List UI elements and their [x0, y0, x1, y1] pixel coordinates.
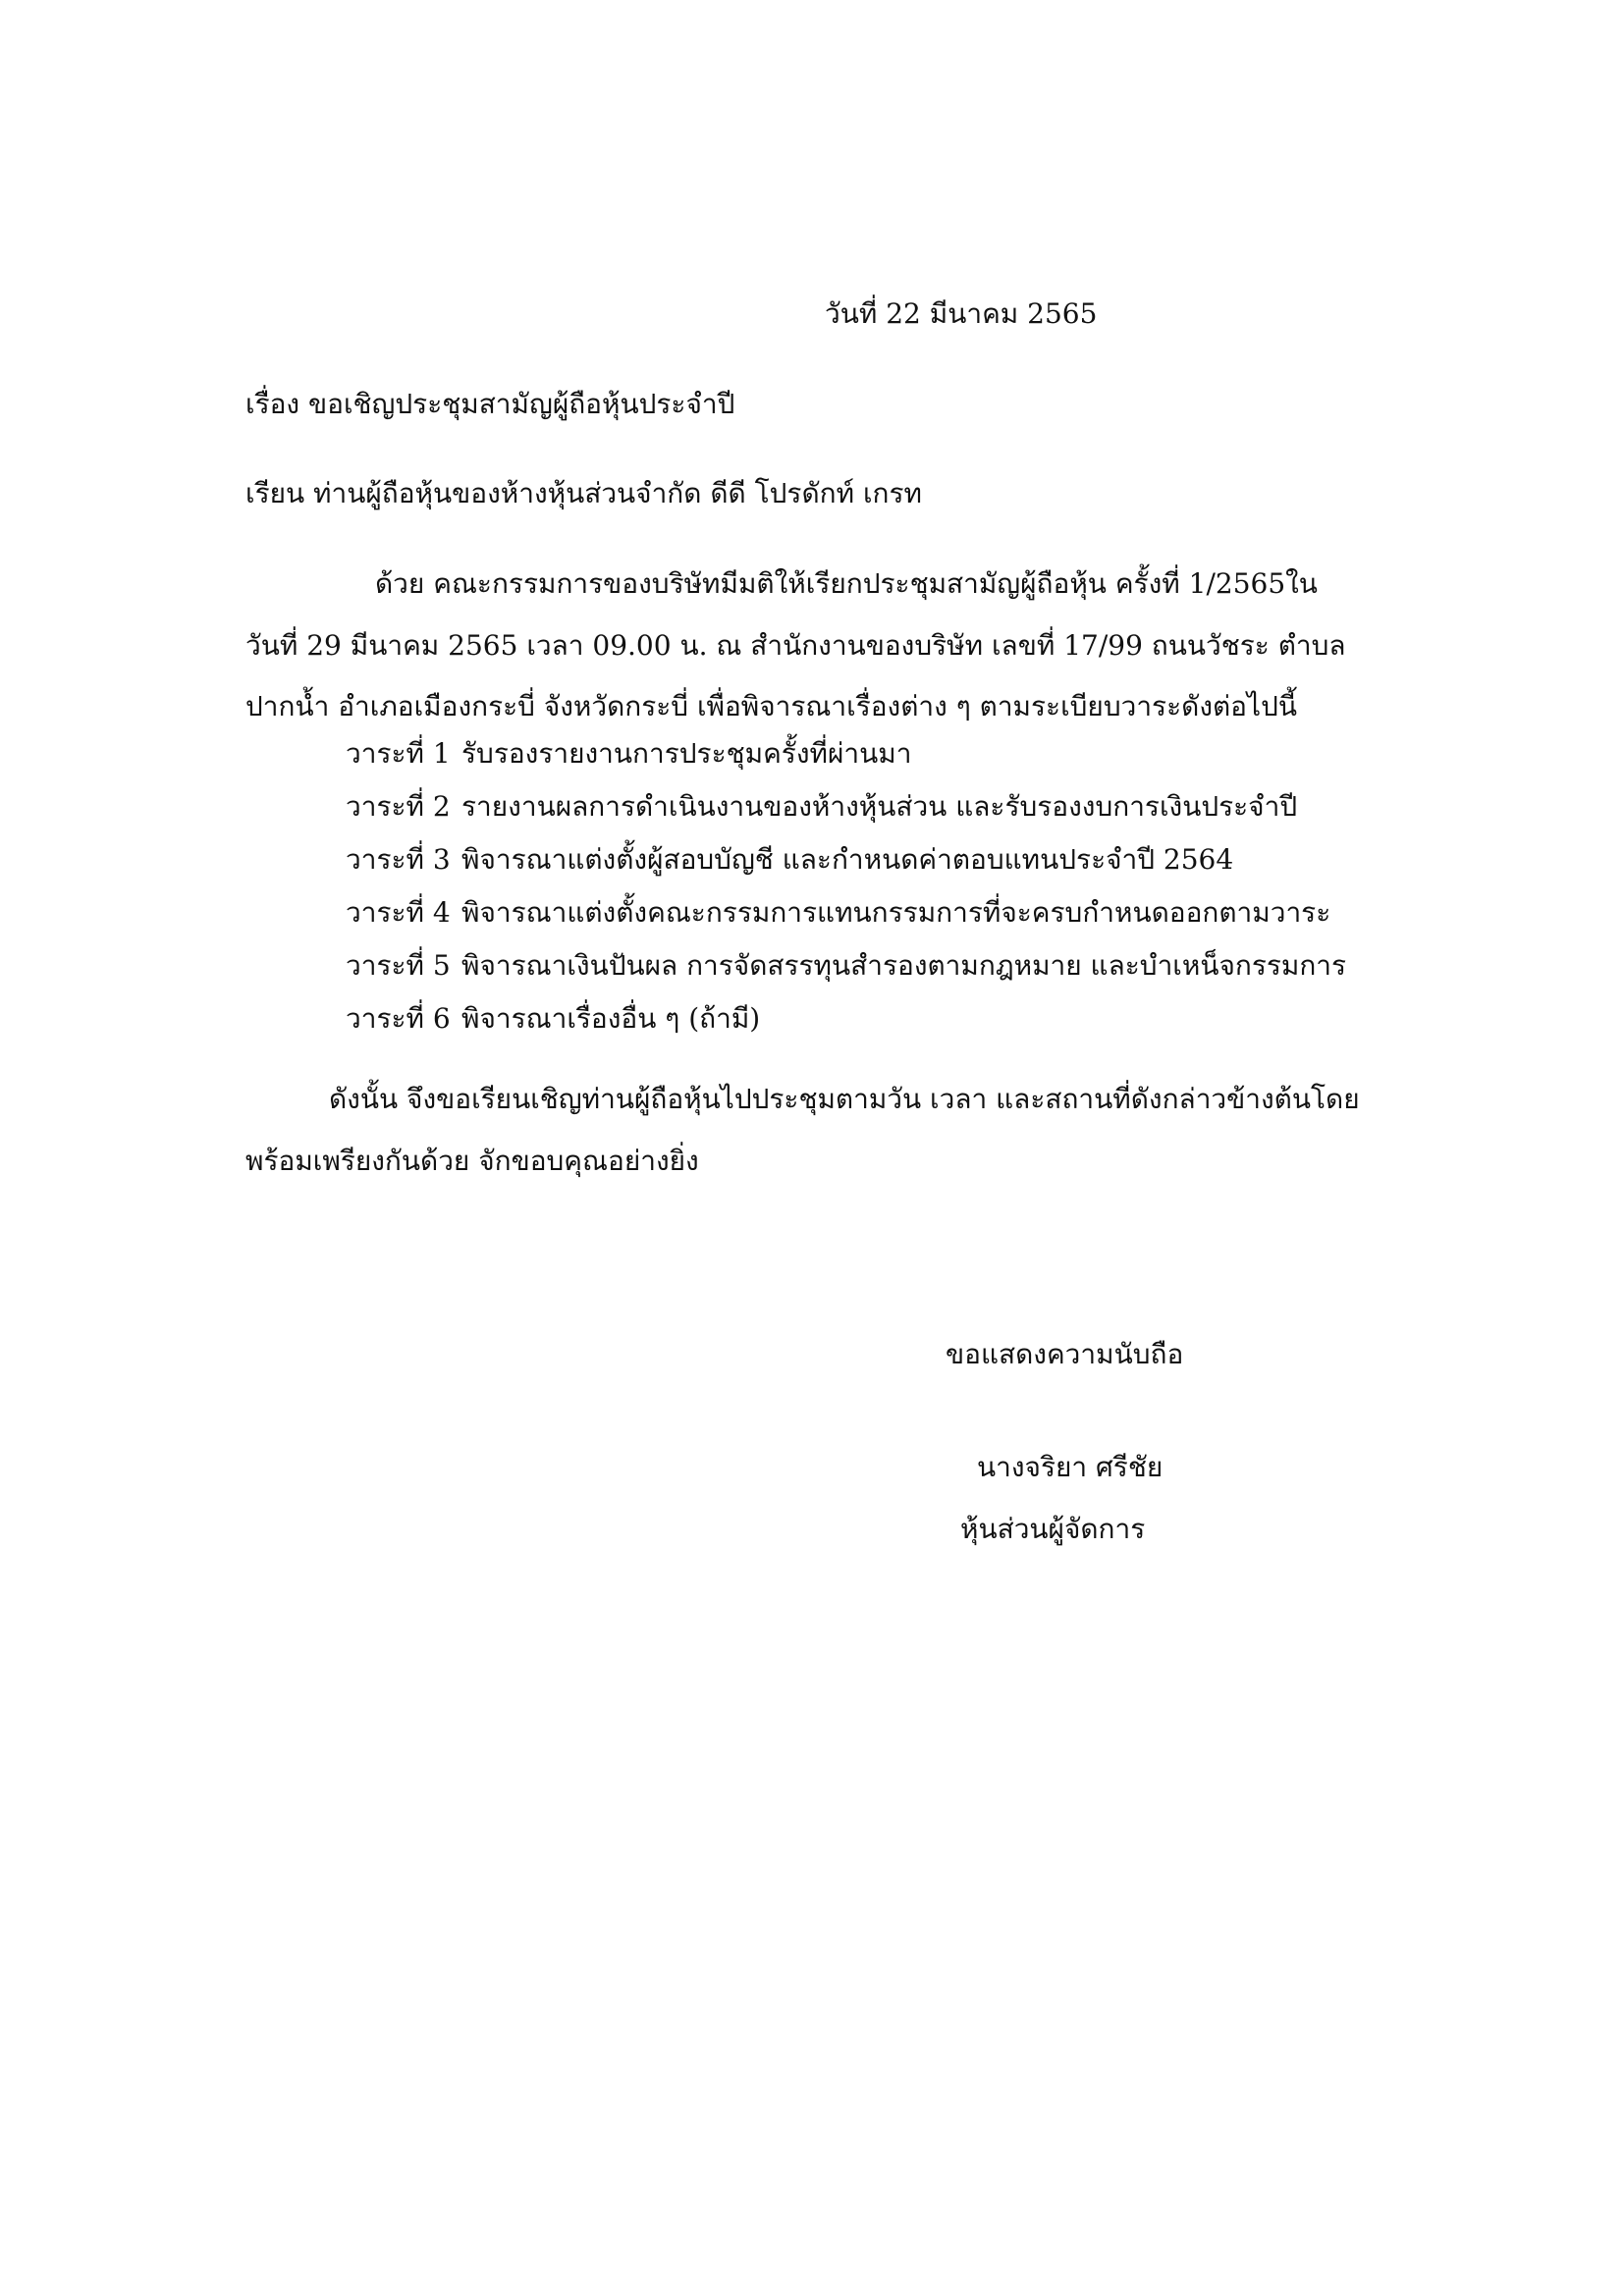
agenda-item-text: พิจารณาเรื่องอื่น ๆ (ถ้ามี) — [461, 1002, 761, 1035]
agenda-item-number: วาระที่ 6 — [346, 1002, 451, 1035]
letter-subject: เรื่อง ขอเชิญประชุมสามัญผู้ถือหุ้นประจำปี — [245, 388, 735, 420]
agenda-item-text: รับรองรายงานการประชุมครั้งที่ผ่านมา — [461, 737, 912, 770]
agenda-item-1 — [346, 734, 1346, 774]
agenda-item-number: วาระที่ 4 — [346, 896, 451, 929]
letter-salutation: เรียน ท่านผู้ถือหุ้นของห้างหุ้นส่วนจำกัด ดีดี โปรดักท์ เกรท — [245, 477, 922, 509]
letter-date: วันที่ 22 มีนาคม 2565 — [825, 297, 1098, 330]
paragraph-1-line-1: ด้วย คณะกรรมการของบริษัทมีมติให้เรียกประชุมสามัญผู้ถือหุ้น ครั้งที่ 1/2565ใน — [375, 567, 1318, 600]
agenda-item-number: วาระที่ 1 — [346, 737, 451, 770]
agenda-item-4 — [346, 893, 1346, 933]
agenda-item-2 — [346, 787, 1346, 827]
agenda-item-number: วาระที่ 3 — [346, 843, 451, 876]
paragraph-2-line-2: พร้อมเพรียงกันด้วย จักขอบคุณอย่างยิ่ง — [245, 1145, 699, 1177]
agenda-item-text: พิจารณาแต่งตั้งคณะกรรมการแทนกรรมการที่จะครบกำหนดออกตามวาระ — [461, 896, 1331, 929]
agenda-item-number: วาระที่ 2 — [346, 790, 451, 823]
agenda-item-text: พิจารณาเงินปันผล การจัดสรรทุนสำรองตามกฎหมาย และบำเหน็จกรรมการ — [461, 949, 1347, 982]
signatory-name: นางจริยา ศรีชัย — [977, 1451, 1164, 1483]
agenda-item-6 — [346, 999, 1346, 1039]
agenda-item-number: วาระที่ 5 — [346, 949, 451, 982]
agenda-item-3 — [346, 840, 1346, 880]
paragraph-2-line-1: ดังนั้น จึงขอเรียนเชิญท่านผู้ถือหุ้นไปประชุมตามวัน เวลา และสถานที่ดังกล่าวข้างต้นโดย — [329, 1083, 1360, 1115]
agenda-item-text: พิจารณาแต่งตั้งผู้สอบบัญชี และกำหนดค่าตอบแทนประจำปี 2564 — [461, 843, 1234, 876]
signatory-title: หุ้นส่วนผู้จัดการ — [960, 1513, 1146, 1545]
agenda-item-5 — [346, 946, 1346, 986]
agenda-list — [346, 734, 1346, 1052]
letter-closing: ขอแสดงความนับถือ — [946, 1338, 1184, 1370]
agenda-item-text: รายงานผลการดำเนินงานของห้างหุ้นส่วน และรับรองงบการเงินประจำปี — [461, 790, 1298, 823]
paragraph-1-line-2: วันที่ 29 มีนาคม 2565 เวลา 09.00 น. ณ สำนักงานของบริษัท เลขที่ 17/99 ถนนวัชระ ตำบล — [245, 629, 1346, 662]
paragraph-1-line-3: ปากน้ำ อำเภอเมืองกระบี่ จังหวัดกระบี่ เพื่อพิจารณาเรื่องต่าง ๆ ตามระเบียบวาระดังต่อไปนี้ — [245, 690, 1297, 722]
